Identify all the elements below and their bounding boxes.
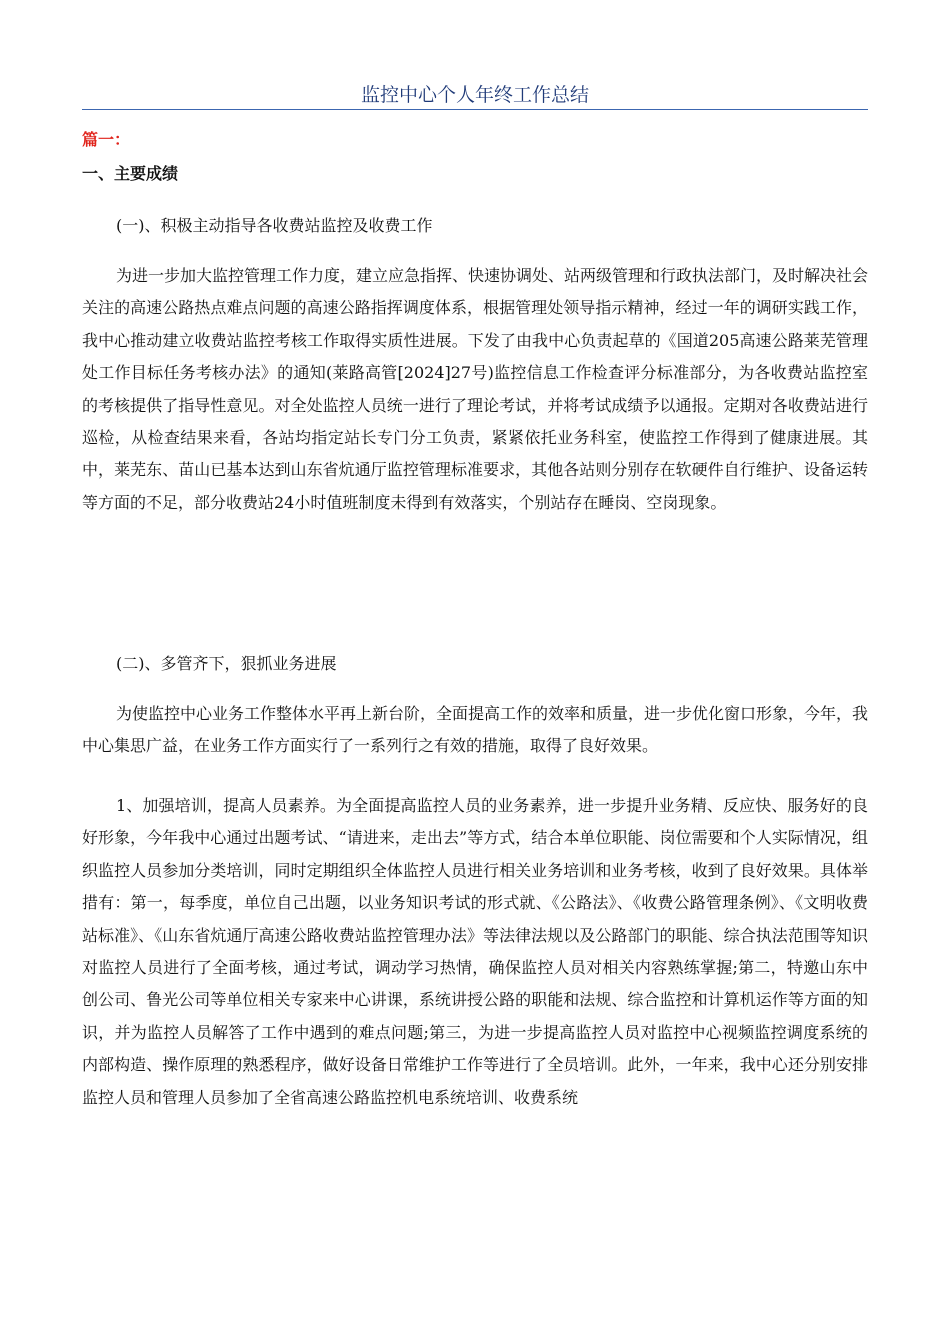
subheading-1-block (82, 214, 868, 238)
subheading-2-block (82, 652, 868, 676)
section-label: 篇一： (82, 130, 131, 149)
subheading-2: (二)、多管齐下，狠抓业务进展 (116, 654, 337, 673)
paragraph-1-block (82, 260, 868, 519)
paragraph-2: 为使监控中心业务工作整体水平再上新台阶，全面提高工作的效率和质量，进一步优化窗口形象，今年，我中心集思广益，在业务工作方面实行了一系列行之有效的措施，取得了良好效果。 (82, 704, 869, 756)
paragraph-3: 1、加强培训，提高人员素养。为全面提高监控人员的业务素养，进一步提升业务精、反应快、服务好的良好形象，今年我中心通过出题考试、“请进来，走出去”等方式，结合本单位职能、岗位需要和个人实际情况，组织监控人员参加分类培训，同时定期组织全体监控人员进行相关业务培训和业务考核，收到了良好效果。具体举措有：第一，每季度，单位自己出题，以业务知识考试的形式就、《公路法》、《收费公路管理条例》、《文明收费站标准》、《山东省炕通厅高速公路收费站监控管理办法》等法律法规以及公路部门的职能、综合执法范围等知识对监控人员进行了全面考核，通过考试，调动学习热情，确保监控人员对相关内容熟练掌握;第二，特邀山东中创公司、鲁光公司等单位相关专家来中心讲课，系统讲授公路的职能和法规、综合监控和计算机运作等方面的知识，并为监控人员解答了工作中遇到的难点问题;第三，为进一步提高监控人员对监控中心视频监控调度系统的内部构造、操作原理的熟悉程序，做好设备日常维护工作等进行了全员培训。此外，一年来，我中心还分别安排监控人员和管理人员参加了全省高速公路监控机电系统培训、收费系统 (82, 796, 868, 1107)
paragraph-2-block (82, 698, 868, 763)
subheading-1: (一)、积极主动指导各收费站监控及收费工作 (116, 216, 433, 235)
paragraph-3-block (82, 790, 868, 1114)
paragraph-1: 为进一步加大监控管理工作力度，建立应急指挥、快速协调处、站两级管理和行政执法部门，及时解决社会关注的高速公路热点难点问题的高速公路指挥调度体系，根据管理处领导指示精神，经过一年的调研实践工作，我中心推动建立收费站监控考核工作取得实质性进展。下发了由我中心负责起草的《国道205高速公路莱芜管理处工作目标任务考核办法》的通知(莱路高管[2024]27号)监控信息工作检查评分标准部分，为各收费站监控室的考核提供了指导性意见。对全处监控人员统一进行了理论考试，并将考试成绩予以通报。定期对各收费站进行巡检，从检查结果来看，各站均指定站长专门分工负责，紧紧依托业务科室，使监控工作得到了健康进展。其中，莱芜东、苗山已基本达到山东省炕通厅监控管理标准要求，其他各站则分别存在软硬件自行维护、设备运转等方面的不足，部分收费站24小时值班制度未得到有效落实，个别站存在睡岗、空岗现象。 (82, 266, 869, 512)
section-heading: 一、主要成绩 (82, 164, 179, 183)
title-divider (82, 109, 868, 110)
document-title: 监控中心个人年终工作总结 (360, 84, 589, 106)
